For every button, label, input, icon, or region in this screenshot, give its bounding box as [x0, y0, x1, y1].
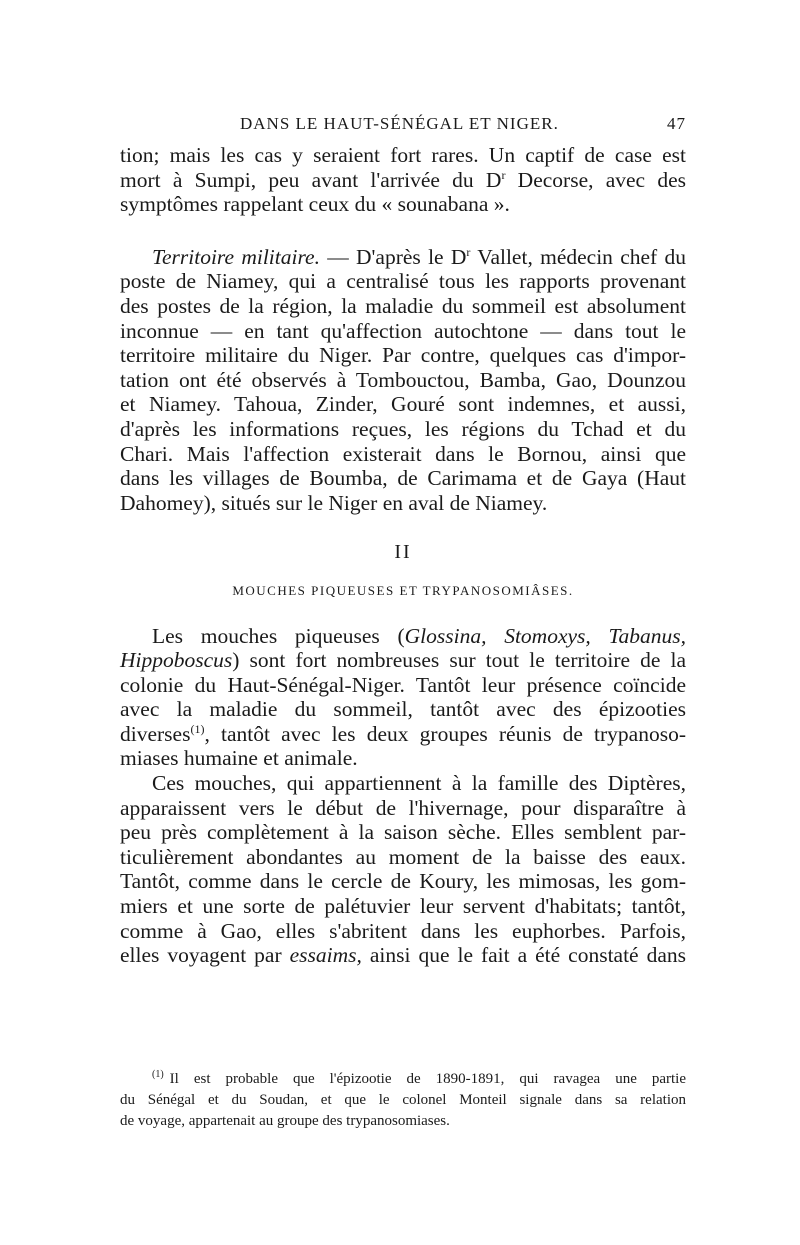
- text-line: inconnue — en tant qu'affection autochtone — dans tout le: [120, 318, 686, 343]
- text-line: Territoire militaire. — D'après le $D^r$ Vallet, médecin chef du: [152, 244, 686, 269]
- text-line: apparaissent vers le début de l'hivernage, pour disparaître à: [120, 795, 686, 820]
- page-number: 47: [667, 114, 686, 133]
- text-line: Chari. Mais l'affection existerait dans le Bornou, ainsi que: [120, 441, 686, 466]
- text-line: avec la maladie du sommeil, tantôt avec des épizooties: [120, 697, 686, 722]
- footnote-line: de voyage, appartenait au groupe des trypanosomiases.: [120, 1113, 450, 1129]
- text-line: ticulièrement abondantes au moment de la baisse des eaux.: [120, 844, 686, 869]
- text-line: Tantôt, comme dans le cercle de Koury, les mimosas, les gom-: [120, 869, 686, 894]
- section-numeral: II: [394, 541, 412, 564]
- footnote: [120, 1064, 686, 1132]
- paragraph-mouches-piqueuses: [120, 624, 686, 772]
- text-line: d'après les informations reçues, les régions du Tchad et du: [120, 416, 686, 441]
- running-title: DANS LE HAUT-SÉNÉGAL ET NIGER.: [240, 114, 559, 133]
- text-line: des postes de la région, la maladie du sommeil est absolument: [120, 293, 686, 318]
- superscript: r: [501, 167, 506, 182]
- footnote-line: $^{(1)}$ Il est probable que l'épizootie de 1890-1891, qui ravagea une partie: [152, 1069, 686, 1087]
- text-line: miers et une sorte de palétuvier leur servent d'habitats; tantôt,: [120, 894, 686, 919]
- text-line: et Niamey. Tahoua, Zinder, Gouré sont indemnes, et aussi,: [120, 392, 686, 417]
- paragraph-territoire-militaire: [120, 245, 686, 516]
- text-line: Ces mouches, qui appartiennent à la famille des Diptères,: [152, 771, 686, 796]
- footnote-mark: (1): [152, 1069, 164, 1080]
- paragraph-dipteres: [120, 771, 686, 968]
- section-title: MOUCHES PIQUEUSES ET TRYPANOSOMIÂSES.: [232, 582, 574, 598]
- footnote-reference[interactable]: (1): [190, 721, 205, 736]
- text-line: poste de Niamey, qui a centralisé tous les rapports provenant: [120, 269, 686, 294]
- text-line: mort à Sumpi, peu avant l'arrivée du $D^r$ Decorse, avec des: [120, 167, 686, 192]
- text-line: tion; mais les cas y seraient fort rares. Un captif de case est: [120, 143, 686, 167]
- text-line: symptômes rappelant ceux du « sounabana ».: [120, 192, 510, 217]
- text-line: peu près complètement à la saison sèche. Elles semblent par-: [120, 820, 686, 845]
- text-line: dans les villages de Boumba, de Carimama et de Gaya (Haut: [120, 466, 686, 491]
- text-line: tation ont été observés à Tombouctou, Bamba, Gao, Dounzou: [120, 367, 686, 392]
- text-line: territoire militaire du Niger. Par contre, quelques cas d'impor-: [120, 343, 686, 368]
- text-line: elles voyagent par essaims, ainsi que le fait a été constaté dans: [120, 943, 686, 968]
- text-line: Hippoboscus) sont fort nombreuses sur tout le territoire de la: [120, 648, 686, 673]
- footnote-line: du Sénégal et du Soudan, et que le colonel Monteil signale dans sa relation: [120, 1092, 686, 1108]
- paragraph-continuation: [120, 143, 686, 217]
- text-line: colonie du Haut-Sénégal-Niger. Tantôt leur présence coïncide: [120, 672, 686, 697]
- paragraph-heading: Territoire militaire.: [152, 244, 320, 269]
- text-line: miases humaine et animale.: [120, 746, 358, 771]
- text-line: Dahomey), situés sur le Niger en aval de Niamey.: [120, 490, 548, 515]
- superscript: r: [466, 244, 471, 259]
- text-line: Les mouches piqueuses (Glossina, Stomoxys, Tabanus,: [152, 623, 686, 648]
- text-line: diverses$^{(1)}$, tantôt avec les deux groupes réunis de trypanoso-: [120, 721, 686, 746]
- page-body: [120, 143, 686, 968]
- text-line: comme à Gao, elles s'abritent dans les euphorbes. Parfois,: [120, 918, 686, 943]
